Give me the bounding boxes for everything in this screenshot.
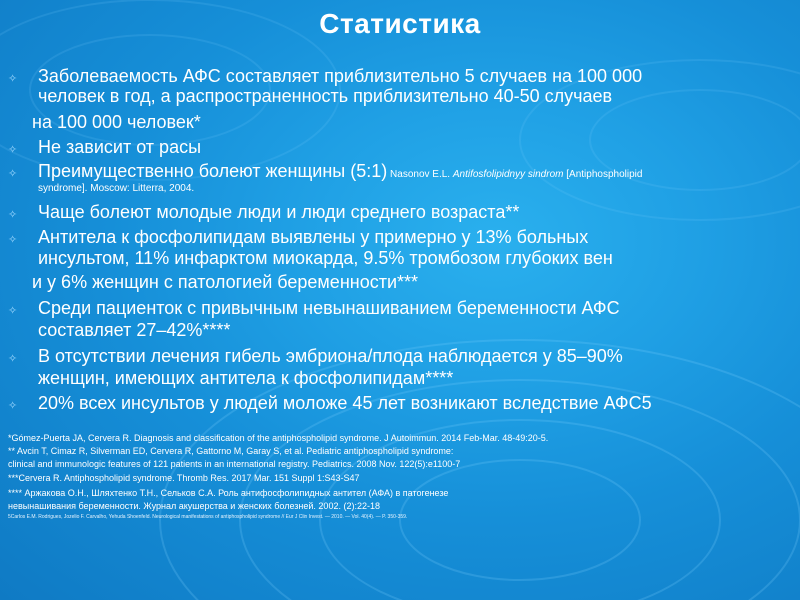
bullet-icon: ✧ — [8, 144, 18, 156]
bullet-text: Чаще болеют молодые люди и люди среднего возраста** — [38, 202, 520, 222]
bullet-icon: ✧ — [8, 305, 18, 317]
reference-line: **** Аржакова О.Н., Шляхтенко Т.Н., Сельков С.А. Роль антифосфолипидных антител (АФА) в патогенезе — [8, 488, 449, 498]
bullet-icon: ✧ — [8, 234, 18, 246]
bullet-icon: ✧ — [8, 168, 18, 180]
bullet-text: женщин, имеющих антитела к фосфолипидам**** — [38, 368, 454, 388]
reference-line: *Gómez-Puerta JA, Cervera R. Diagnosis and classification of the antiphospholipid syndrome. J Autoimmun. 2014 Feb-Mar. 48-49:20-5. — [8, 433, 549, 443]
bullet-icon: ✧ — [8, 73, 18, 85]
reference-line: clinical and immunologic features of 121 patients in an international registry. Pediatrics. 2008 Nov. 122(5):e1100-7 — [8, 459, 461, 469]
bullet-text: инсультом, 11% инфарктом миокарда, 9.5% тромбозом глубоких вен — [38, 248, 613, 268]
citation-text: syndrome]. Moscow: Litterra, 2004. — [38, 183, 195, 194]
bullet-icon: ✧ — [8, 353, 18, 365]
reference-line: ** Avcin T, Cimaz R, Silverman ED, Cervera R, Gattorno M, Garay S, et al. Pediatric antiphospholipid syndrome: — [8, 446, 454, 456]
bullet-icon: ✧ — [8, 209, 18, 221]
bullet-icon: ✧ — [8, 400, 18, 412]
bullet-text: В отсутствии лечения гибель эмбриона/плода наблюдается у 85–90% — [38, 346, 623, 366]
bullet-text: человек в год, а распространенность приблизительно 40-50 случаев — [38, 86, 613, 106]
bullet-text: Заболеваемость АФС составляет приблизительно 5 случаев на 100 000 — [38, 66, 643, 86]
bullet-text: составляет 27–42%**** — [38, 320, 231, 340]
reference-line-small: 5Carlos E.M. Rodrigues, Jozelio F. Carvalho, Yehuda Shoenfeld. Neurological manifestations of antiphospholipid syndrome // Eur J Clin Invest. — 2010. — Vol. 40(4). — P. 350-359. — [8, 514, 408, 520]
bullet-text: Не зависит от расы — [38, 137, 202, 157]
slide-title: Статистика — [319, 8, 481, 39]
bullet-text: Среди пациенток с привычным невынашиванием беременности АФС — [38, 298, 620, 318]
bullet-text: и у 6% женщин с патологией беременности*** — [32, 272, 419, 292]
bullet-text: на 100 000 человек* — [32, 112, 201, 132]
reference-line: невынашивания беременности. Журнал акушерства и женских болезней. 2002. (2):22-18 — [8, 501, 380, 511]
bullet-text: 20% всех инсультов у людей моложе 45 лет возникают вследствие АФС5 — [38, 393, 652, 413]
bullet-text: Антитела к фосфолипидам выявлены у примерно у 13% больных — [38, 227, 589, 247]
bullet-text: Преимущественно болеют женщины (5:1) Nasonov E.L. Antifosfolipidnyy sindrom [Antiphospholipid — [38, 161, 643, 181]
reference-line: ***Cervera R. Antiphospholipid syndrome. Thromb Res. 2017 Mar. 151 Suppl 1:S43-S47 — [8, 473, 360, 483]
